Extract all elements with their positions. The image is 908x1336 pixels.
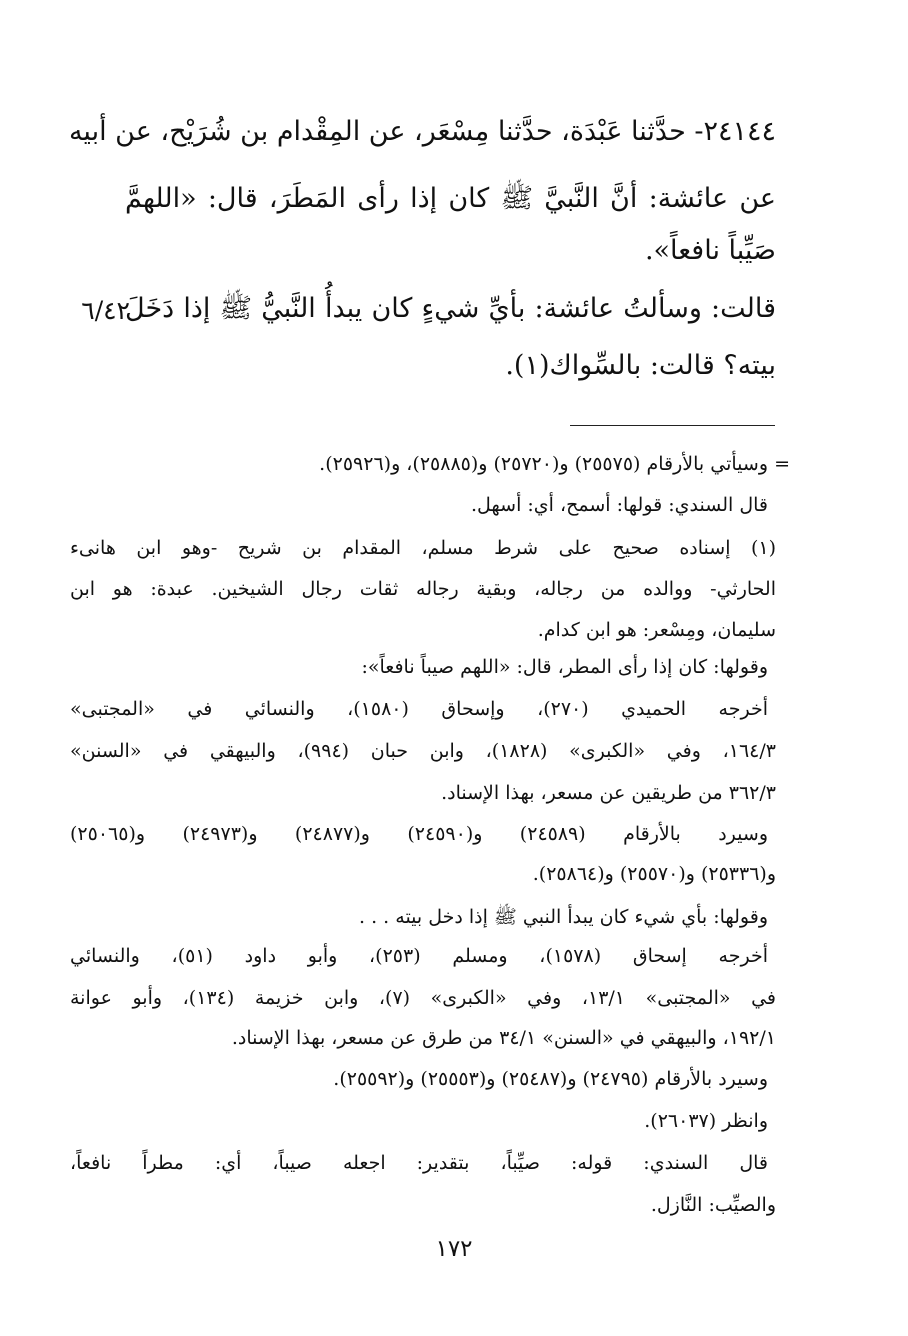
- hadith-line-1: ٢٤١٤٤- حدَّثنا عَبْدَة، حدَّثنا مِسْعَر، عن المِقْدام بن شُرَيْح، عن أبيه: [68, 116, 776, 147]
- footnote-line: وقولها: بأي شيء كان يبدأ النبي ﷺ إذا دخل بيته . . .: [359, 906, 768, 928]
- footnote-line: ١٩٢/١، والبيهقي في «السنن» ٣٤/١ من طرق عن مسعر، بهذا الإسناد.: [231, 1027, 776, 1049]
- footnote-line: قال السندي: قولها: أسمح، أي: أسهل.: [470, 494, 768, 516]
- footnote-line: أخرجه الحميدي (٢٧٠)، وإسحاق (١٥٨٠)، والنسائي في «المجتبى»: [70, 698, 768, 720]
- footnote-line: وانظر (٢٦٠٣٧).: [644, 1110, 768, 1132]
- continuation-mark: =: [774, 453, 790, 475]
- footnote-separator: [570, 425, 775, 426]
- footnote-line: وسيرد بالأرقام (٢٤٧٩٥) و(٢٥٤٨٧) و(٢٥٥٥٣) و(٢٥٥٩٢).: [333, 1068, 768, 1090]
- footnote-line: (١) إسناده صحيح على شرط مسلم، المقدام بن شريح -وهو ابن هانىء: [70, 537, 776, 559]
- hadith-line-2: عن عائشة: أنَّ النَّبيَّ ﷺ كان إذا رأى المَطَرَ، قال: «اللهمَّ: [125, 183, 776, 214]
- hadith-line-5: بيته؟ قالت: بالسِّواك(١).: [505, 350, 776, 381]
- footnote-line: قال السندي: قوله: صيِّباً، بتقدير: اجعله صيباً، أي: مطراً نافعاً،: [70, 1152, 768, 1174]
- footnote-line: ١٦٤/٣، وفي «الكبرى» (١٨٢٨)، وابن حبان (٩٩٤)، والبيهقي في «السنن»: [70, 740, 776, 762]
- footnote-line: و(٢٥٣٣٦) و(٢٥٥٧٠) و(٢٥٨٦٤).: [532, 863, 776, 885]
- footnote-line: سليمان، ومِسْعر: هو ابن كدام.: [537, 619, 776, 641]
- footnote-line: وسيرد بالأرقام (٢٤٥٨٩) و(٢٤٥٩٠) و(٢٤٨٧٧) و(٢٤٩٧٣) و(٢٥٠٦٥): [70, 823, 768, 845]
- footnote-line: ٣٦٢/٣ من طريقين عن مسعر، بهذا الإسناد.: [441, 782, 776, 804]
- volume-page-marker: ٦/٤٢: [81, 296, 130, 325]
- footnote-line: أخرجه إسحاق (١٥٧٨)، ومسلم (٢٥٣)، وأبو داود (٥١)، والنسائي: [70, 945, 768, 967]
- footnote-line: الحارثي- ووالده من رجاله، وبقية رجاله ثقات رجال الشيخين. عبدة: هو ابن: [70, 578, 776, 600]
- page-number: ١٧٢: [435, 1236, 473, 1262]
- hadith-line-4: قالت: وسألتُ عائشة: بأيِّ شيءٍ كان يبدأُ النَّبيُّ ﷺ إذا دَخَلَ: [125, 293, 776, 324]
- footnote-line: وسيأتي بالأرقام (٢٥٥٧٥) و(٢٥٧٢٠) و(٢٥٨٨٥)، و(٢٥٩٢٦).: [319, 453, 768, 475]
- footnote-line: في «المجتبى» ١٣/١، وفي «الكبرى» (٧)، وابن خزيمة (١٣٤)، وأبو عوانة: [70, 987, 776, 1009]
- hadith-line-3: صَيِّباً نافعاً».: [644, 235, 776, 266]
- footnote-line: وقولها: كان إذا رأى المطر، قال: «اللهم صيباً نافعاً»:: [361, 656, 768, 678]
- footnote-line: والصيِّب: النَّازل.: [650, 1194, 776, 1216]
